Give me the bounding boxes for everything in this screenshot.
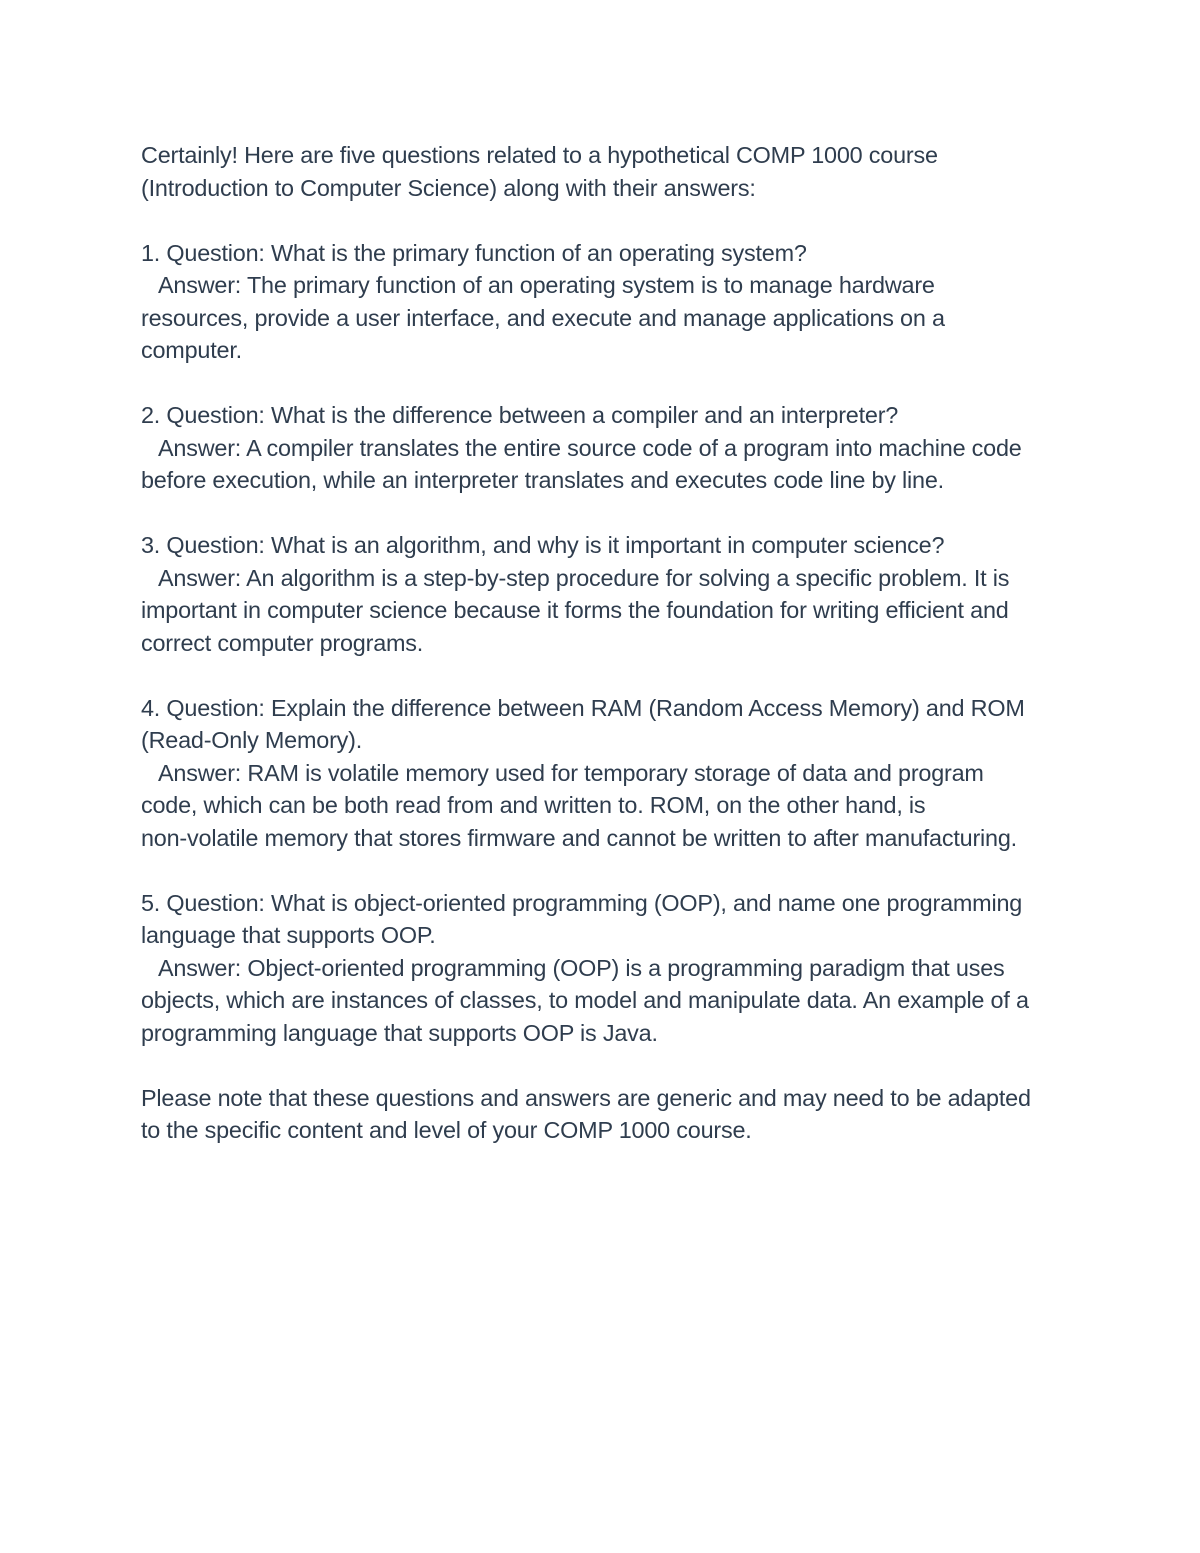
question-line: 2. Question: What is the difference between a compiler and an interpreter? — [141, 402, 899, 428]
qa-item-1 — [141, 237, 1071, 367]
note-line: Please note that these questions and answers are generic and may need to be adapted — [141, 1084, 1031, 1111]
answer-line: Answer: An algorithm is a step-by-step procedure for solving a specific problem. It is — [158, 564, 1010, 591]
intro-line: (Introduction to Computer Science) along with their answers: — [141, 174, 756, 201]
question-line: 1. Question: What is the primary function of an operating system? — [141, 239, 807, 266]
answer-line: non-volatile memory that stores firmware and cannot be written to after manufacturing. — [141, 824, 1017, 851]
answer-line: code, which can be both read from and written to. ROM, on the other hand, is — [141, 792, 926, 818]
question-line: 4. Question: Explain the difference between RAM (Random Access Memory) and ROM — [141, 694, 1025, 721]
answer-line: programming language that supports OOP is Java. — [141, 1019, 658, 1046]
qa-item-4 — [141, 692, 1071, 855]
question-line: (Read-Only Memory). — [141, 727, 363, 753]
qa-item-3 — [141, 529, 1071, 659]
question-line: 3. Question: What is an algorithm, and why is it important in computer science? — [141, 532, 945, 558]
answer-line: before execution, while an interpreter translates and executes code line by line. — [141, 467, 944, 493]
question-line: language that supports OOP. — [141, 922, 436, 948]
closing-note — [141, 1082, 1071, 1147]
intro-line: Certainly! Here are five questions related to a hypothetical COMP 1000 course — [141, 142, 938, 168]
intro-paragraph — [141, 139, 1071, 204]
answer-line: Answer: The primary function of an operating system is to manage hardware — [158, 272, 935, 298]
qa-item-2 — [141, 399, 1071, 497]
answer-line: Answer: RAM is volatile memory used for temporary storage of data and program — [158, 759, 984, 786]
answer-line: objects, which are instances of classes, to model and manipulate data. An example of a — [141, 987, 1029, 1013]
qa-item-5 — [141, 887, 1071, 1050]
document-body — [141, 139, 1071, 1147]
answer-line: computer. — [141, 337, 242, 363]
answer-line: Answer: Object-oriented programming (OOP) is a programming paradigm that uses — [158, 954, 1005, 981]
question-line: 5. Question: What is object-oriented programming (OOP), and name one programming — [141, 889, 1023, 916]
answer-line: Answer: A compiler translates the entire source code of a program into machine code — [158, 434, 1022, 461]
answer-line: important in computer science because it forms the foundation for writing efficient and — [141, 597, 1009, 623]
answer-line: correct computer programs. — [141, 629, 424, 656]
answer-line: resources, provide a user interface, and execute and manage applications on a — [141, 304, 945, 331]
note-line: to the specific content and level of your COMP 1000 course. — [141, 1117, 752, 1143]
